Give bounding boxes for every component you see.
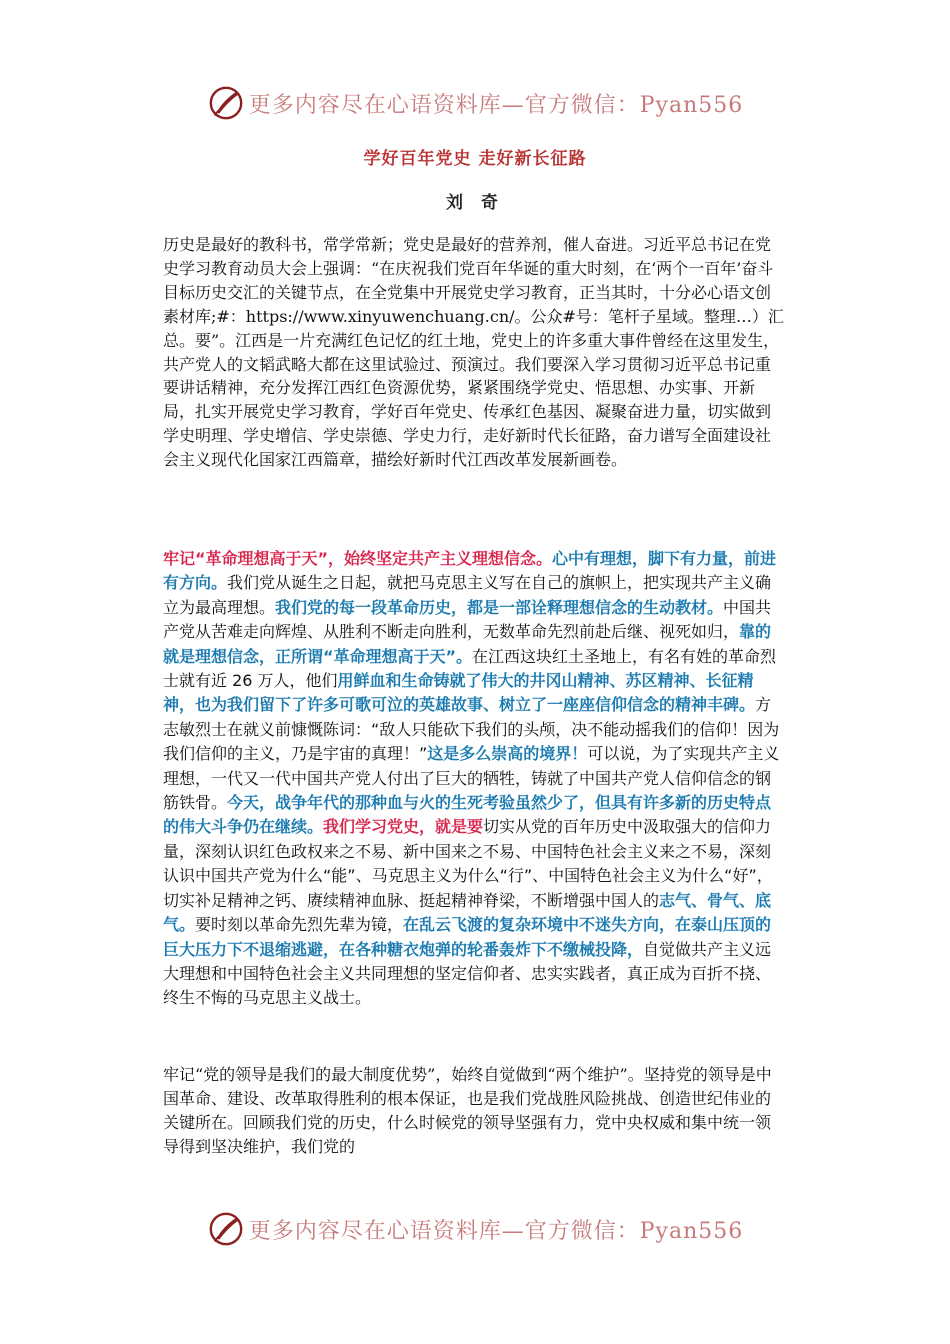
highlight-blue: 心中有理想，脚下有力量，前进有方向。 bbox=[163, 549, 777, 593]
body-text: 切实从党的百年历史中汲取强大的信仰力量，深刻认识红色政权来之不易、新中国来之不易、中国特色社会主义来之不易，深刻认识中国共产党为什么“能”、马克思主义为什么“行”、中国特色社会主义为什么“好”，切实补足精神之钙、赓续精神血脉、挺起精神脊梁，不断增强中国人的 bbox=[163, 817, 773, 910]
body-text: 中国共产党从苦难走向辉煌、从胜利不断走向胜利，无数革命先烈前赴后继、视死如归， bbox=[163, 597, 772, 642]
highlight-red: 牢记“革命理想高于天”，始终坚定共产主义理想信念。 bbox=[163, 549, 553, 568]
footer-banner bbox=[0, 1204, 950, 1254]
body-text: 方志敏烈士在就义前慷慨陈词：“敌人只能砍下我们的头颅，决不能动摇我们的信仰！因为我们信仰的主义，乃是宇宙的真理！” bbox=[163, 695, 780, 764]
body-text: 可以说，为了实现共产主义理想，一代又一代中国共产党人付出了巨大的牺牲，铸就了中国共产党人信仰信念的钢筋铁骨。 bbox=[163, 744, 780, 813]
highlight-red: 我们学习党史，就是要 bbox=[323, 817, 484, 837]
highlight-blue: 今天，战争年代的那种血与火的生死考验虽然少了，但具有许多新的历史特点的伟大斗争仍在继续。 bbox=[163, 793, 772, 837]
highlight-blue: 用鲜血和生命铸就了伟大的井冈山精神、苏区精神、长征精神，也为我们留下了许多可歌可泣的英雄故事、树立了一座座信仰信念的精神丰碑。 bbox=[163, 671, 756, 715]
footer-banner-text: 更多内容尽在心语资料库—官方微信：Pyan556 bbox=[248, 1218, 744, 1244]
header-banner bbox=[0, 78, 950, 128]
body-text: 要时刻以革命先烈先辈为镜， bbox=[195, 915, 404, 935]
article-author: 刘 奇 bbox=[446, 193, 504, 213]
paragraph-ideals bbox=[163, 547, 785, 1011]
highlight-blue: 在乱云飞渡的复杂环境中不迷失方向，在泰山压顶的巨大压力下不退缩逃避，在各种糖衣炮弹的轮番轰炸下不缴械投降， bbox=[163, 915, 772, 959]
highlight-blue: 我们党的每一段革命历史，都是一部诠释理想信念的生动教材。 bbox=[275, 597, 724, 617]
pen-logo-icon bbox=[207, 84, 245, 122]
header-banner-text: 更多内容尽在心语资料库—官方微信：Pyan556 bbox=[248, 92, 744, 118]
pen-logo-icon bbox=[207, 1210, 245, 1248]
body-text: 自觉做共产主义远大理想和中国特色社会主义共同理想的坚定信仰者、忠实实践者，真正成为百折不挠、终生不悔的马克思主义战士。 bbox=[163, 939, 772, 1008]
paragraph-intro: 历史是最好的教科书，常学常新；党史是最好的营养剂，催人奋进。习近平总书记在党史学习教育动员大会上强调：“在庆祝我们党百年华诞的重大时刻，在‘两个一百年’奋斗目标历史交汇的关键节点，在全党集中开展党史学习教育，正当其时，十分必心语文创素材库;#：https://www.xinyuwenchuang.cn/。公众#号：笔杆子星域。整理…）汇总。要”。江西是一片充满红色记忆的红土地，党史上的许多重大事件曾经在这里发生，共产党人的文韬武略大都在这里试验过、预演过。我们要深入学习贯彻习近平总书记重要讲话精神，充分发挥江西红色资源优势，紧紧围绕学党史、悟思想、办实事、开新局，扎实开展党史学习教育，学好百年党史、传承红色基因、凝聚奋进力量，切实做到学史明理、学史增信、学史崇德、学史力行，走好新时代长征路，奋力谱写全面建设社会主义现代化国家江西篇章，描绘好新时代江西改革发展新画卷。 bbox=[163, 235, 784, 470]
body-text: 我们党从诞生之日起，就把马克思主义写在自己的旗帜上，把实现共产主义确立为最高理想。 bbox=[163, 573, 772, 617]
highlight-blue: 志气、骨气、底气。 bbox=[163, 890, 772, 935]
highlight-blue: 这是多么崇高的境界！ bbox=[427, 744, 588, 764]
paragraph-leadership: 牢记“党的领导是我们的最大制度优势”，始终自觉做到“两个维护”。坚持党的领导是中国革命、建设、改革取得胜利的根本保证，也是我们党战胜风险挑战、创造世纪伟业的关键所在。回顾我们党的历史，什么时候党的领导坚强有力，党中央权威和集中统一领导得到坚决维护，我们党的 bbox=[163, 1065, 772, 1156]
body-text: 在江西这块红土圣地上，有名有姓的革命烈士就有近 26 万人，他们 bbox=[163, 646, 777, 691]
article-title: 学好百年党史 走好新长征路 bbox=[363, 149, 587, 169]
highlight-blue: 靠的就是理想信念，正所谓“革命理想高于天”。 bbox=[163, 622, 772, 666]
